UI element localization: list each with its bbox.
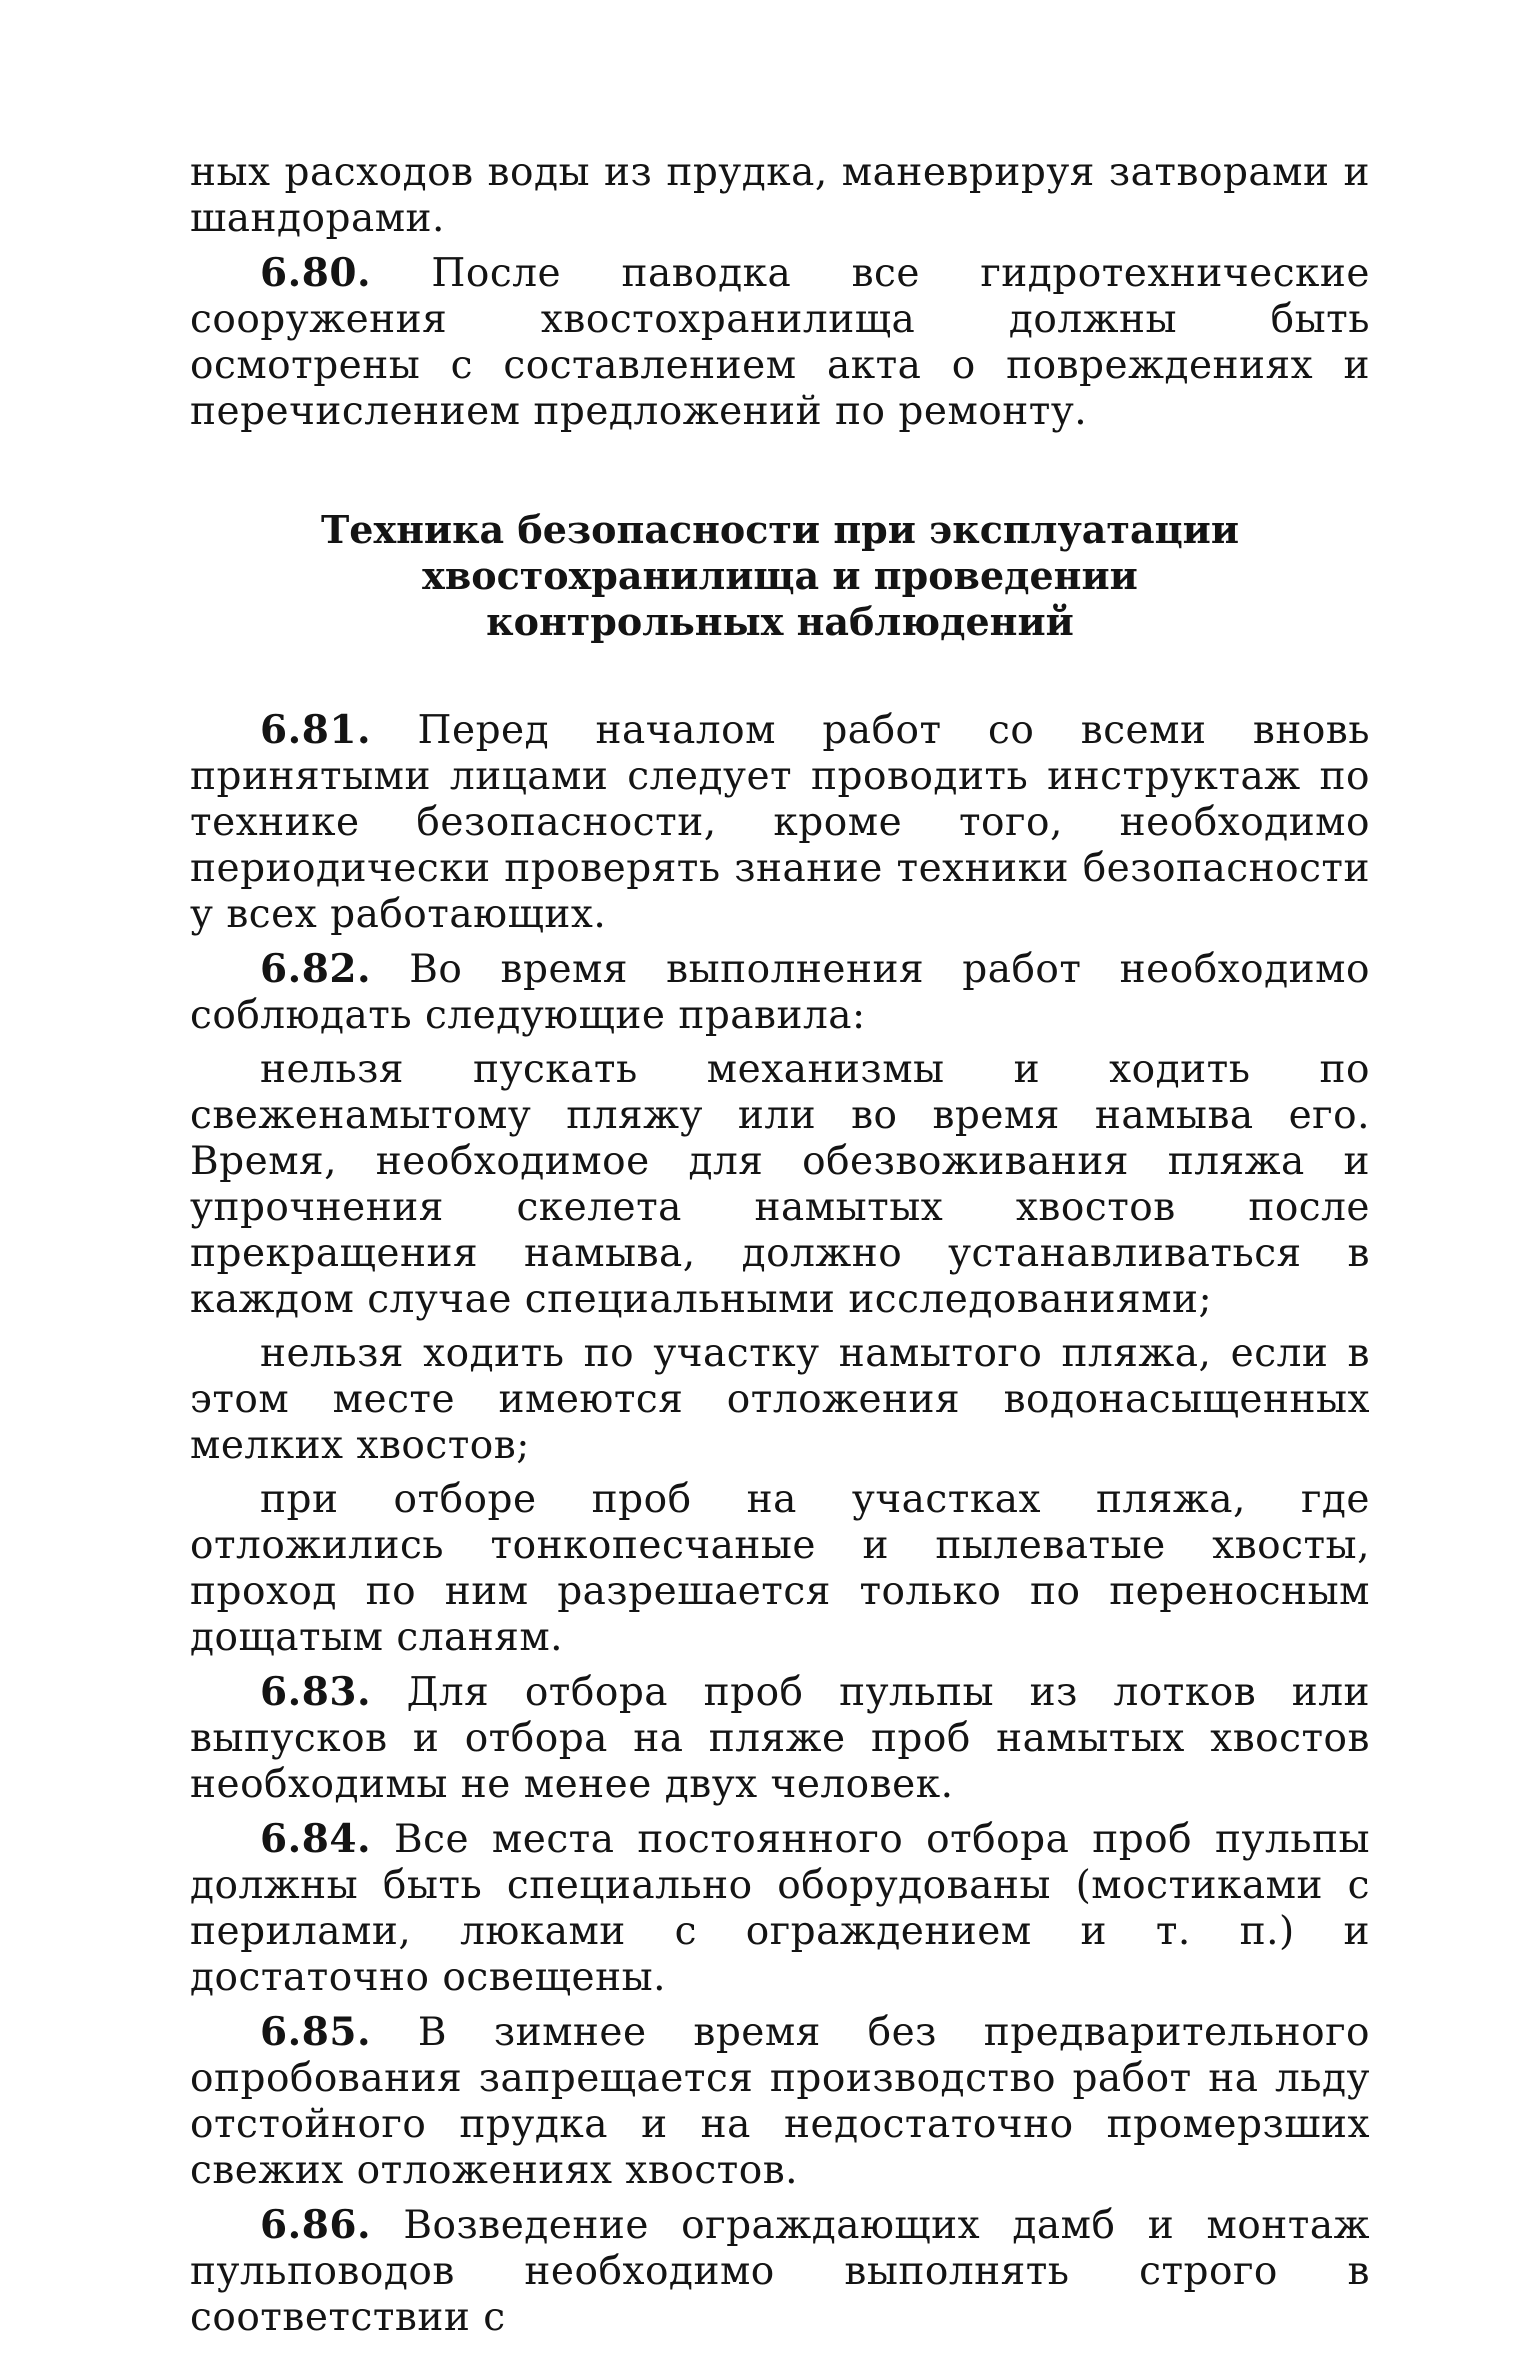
- clause-number: 6.80.: [260, 250, 372, 296]
- clause-text: После паводка все гидротехнические сооружения хвостохранилища должны быть осмотрены с составлением акта о повреждениях и перечислением предложений по ремонту.: [190, 251, 1370, 434]
- paragraph-6-80: [190, 250, 1370, 435]
- heading-line-2: хвостохранилища и проведении: [422, 553, 1138, 598]
- clause-text: Для отбора проб пульпы из лотков или выпусков и отбора на пляже проб намытых хвостов необходимы не менее двух человек.: [190, 1670, 1370, 1807]
- section-heading: [190, 507, 1370, 645]
- heading-line-1: Техника безопасности при эксплуатации: [320, 507, 1240, 552]
- document-page: [190, 150, 1370, 2341]
- clause-text: Возведение ограждающих дамб и монтаж пульповодов необходимо выполнять строго в соответствии с: [190, 2203, 1370, 2340]
- clause-number: 6.86.: [260, 2202, 372, 2248]
- clause-number: 6.84.: [260, 1816, 372, 1862]
- clause-text: В зимнее время без предварительного опробования запрещается производство работ на льду отстойного прудка и на недостаточно промерзших свежих отложениях хвостов.: [190, 2010, 1370, 2193]
- paragraph-6-81: [190, 707, 1370, 938]
- clause-number: 6.83.: [260, 1669, 372, 1715]
- rule-item-3: при отборе проб на участках пляжа, где отложились тонкопесчаные и пылеватые хвосты, проход по ним разрешается только по переносным дощатым сланям.: [190, 1477, 1370, 1660]
- clause-text: Во время выполнения работ необходимо соблюдать следующие правила:: [190, 947, 1370, 1038]
- rule-item-1: нельзя пускать механизмы и ходить по свеженамытому пляжу или во время намыва его. Время, необходимое для обезвоживания пляжа и упрочнения скелета намытых хвостов после прекращения намыва, должно устанавливаться в каждом случае специальными исследованиями;: [190, 1047, 1370, 1322]
- paragraph-6-85: [190, 2009, 1370, 2194]
- paragraph-6-84: [190, 1816, 1370, 2001]
- clause-text: Перед началом работ со всеми вновь принятыми лицами следует проводить инструктаж по технике безопасности, кроме того, необходимо периодически проверять знание техники безопасности у всех работающих.: [190, 708, 1370, 937]
- clause-number: 6.85.: [260, 2009, 372, 2055]
- clause-text: Все места постоянного отбора проб пульпы должны быть специально оборудованы (мостиками с перилами, люками с ограждением и т. п.) и достаточно освещены.: [190, 1817, 1371, 2000]
- rule-item-2: нельзя ходить по участку намытого пляжа, если в этом месте имеются отложения водонасыщенных мелких хвостов;: [190, 1331, 1370, 1468]
- paragraph-6-82: [190, 946, 1370, 1039]
- paragraph-6-86: [190, 2202, 1370, 2341]
- clause-number: 6.82.: [260, 946, 372, 992]
- paragraph-6-83: [190, 1669, 1370, 1808]
- heading-line-3: контрольных наблюдений: [486, 599, 1074, 644]
- continued-paragraph: ных расходов воды из прудка, маневрируя затворами и шандорами.: [190, 150, 1370, 241]
- clause-number: 6.81.: [260, 707, 372, 753]
